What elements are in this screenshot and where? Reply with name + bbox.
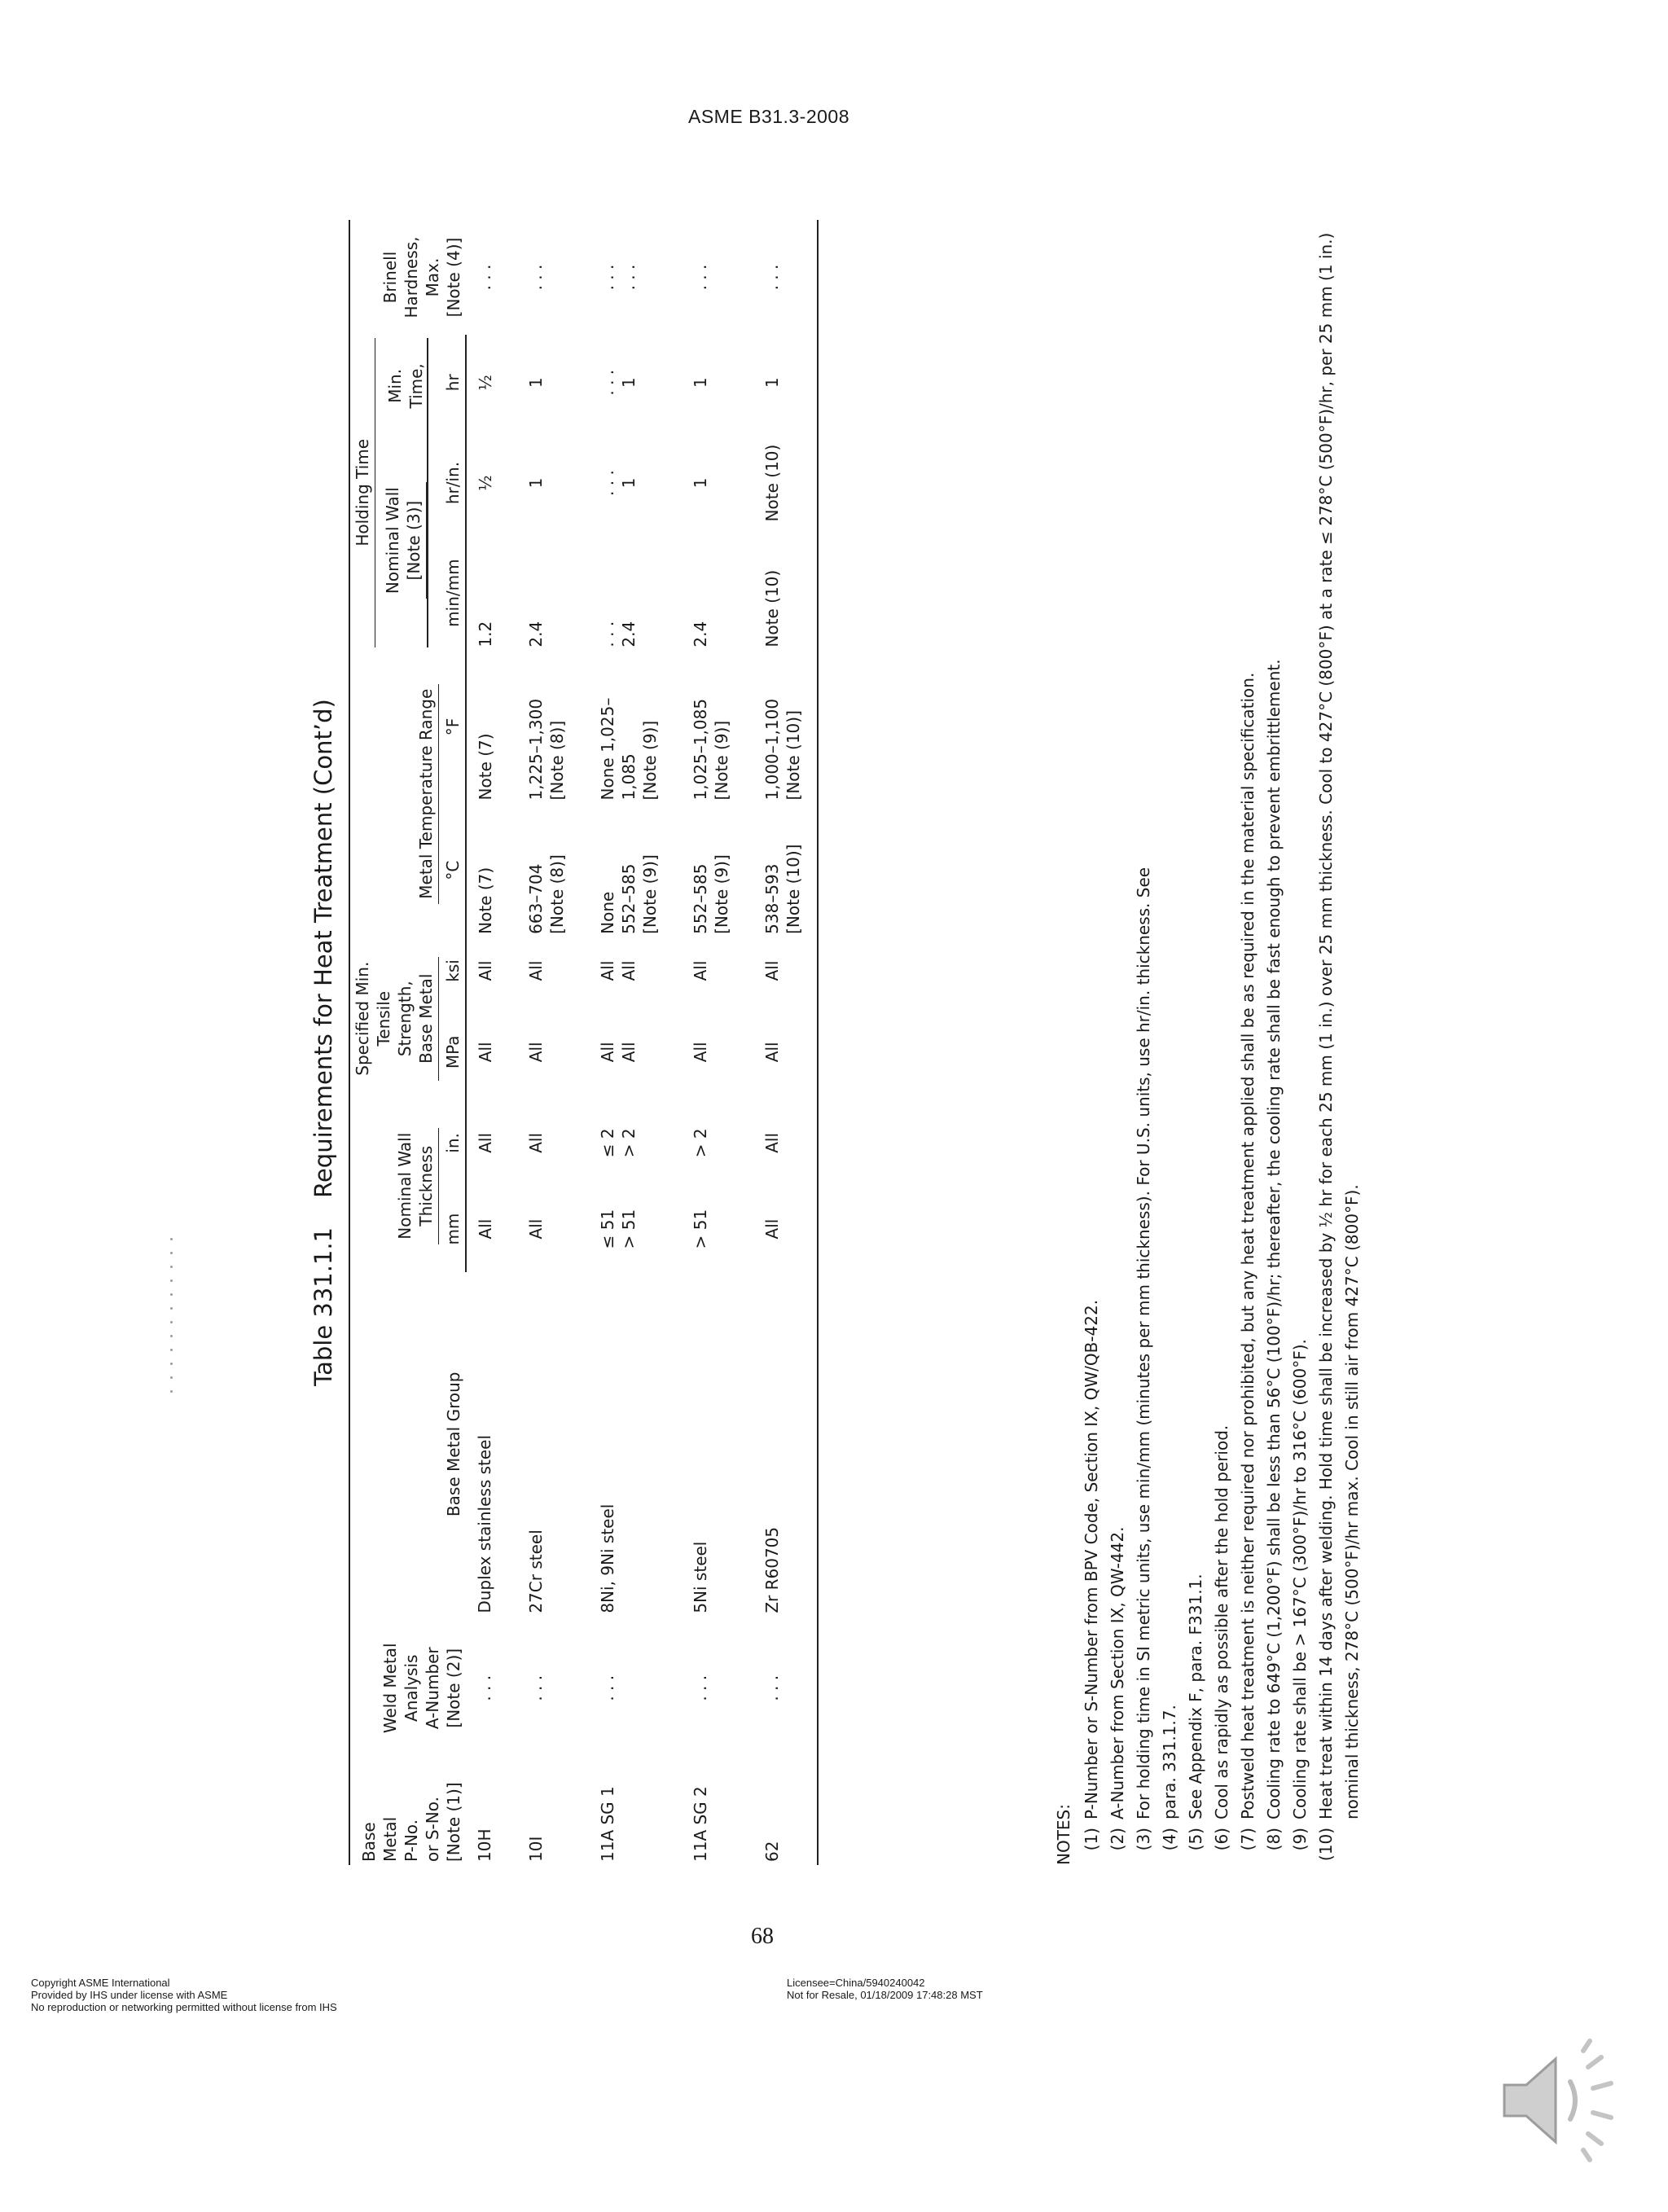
cell-mpa: All (691, 1042, 710, 1063)
cell-min-mm: 1.2 (476, 621, 495, 647)
header-pno: Base Metal P-No. or S-No. [Note (1)] (349, 1760, 466, 1865)
note-number: (6) (1212, 1828, 1231, 1851)
unit-deg-c: °C (441, 803, 466, 937)
table-caption (309, 220, 337, 1865)
cell-in: ≤ 2 > 2 (598, 1128, 639, 1158)
cell-min-time: . . . 1 (598, 369, 639, 396)
cell-weld: . . . (526, 1674, 546, 1701)
cell-min-time: ½ (476, 375, 495, 391)
table-row (682, 220, 753, 1865)
note-item (1313, 220, 1365, 1865)
cell-min-time: 1 (526, 377, 546, 388)
table-body (466, 220, 818, 1865)
cell-mpa: All All (598, 1042, 639, 1063)
note-text: Cool as rapidly as possible after the hold period. (1212, 1424, 1231, 1819)
unit-mm: mm (441, 1186, 466, 1272)
cell-hr-in: ½ (476, 475, 495, 491)
unit-deg-f: °F (441, 651, 466, 804)
note-item (1209, 220, 1235, 1865)
notes-title: NOTES: (1054, 1804, 1073, 1865)
table-row (589, 220, 682, 1865)
unit-min-mm: min/mm (441, 536, 466, 651)
unit-in: in. (441, 1100, 466, 1187)
cell-pno: 11A SG 2 (691, 1786, 710, 1862)
header-holding-time: Holding Time Nominal Wall [Note (3)] Min. Time, (349, 335, 441, 651)
cell-pno: 10I (526, 1836, 546, 1862)
cell-weld: . . . (475, 1674, 494, 1701)
note-item (1078, 220, 1104, 1865)
note-number: (1) (1082, 1828, 1101, 1851)
cell-group: 8Ni, 9Ni steel (598, 1503, 617, 1613)
note-item (1104, 220, 1130, 1865)
cell-in: All (526, 1132, 546, 1153)
cell-pno: 11A SG 1 (598, 1786, 617, 1862)
note-number: (5) (1186, 1828, 1205, 1851)
cell-brinell: . . . (691, 264, 710, 291)
table-row (466, 220, 517, 1865)
rotated-table-page (309, 220, 1362, 1865)
note-text: See Appendix F, para. F331.1. (1186, 1573, 1205, 1819)
cell-deg-f: 1,225–1,300 [Note (8)] (526, 698, 567, 801)
notes-section (1051, 220, 1365, 1865)
cell-deg-f: None 1,025– 1,085 [Note (9)] (598, 697, 660, 801)
note-number: (2) (1108, 1828, 1127, 1851)
cell-min-mm: 2.4 (526, 621, 546, 647)
cell-deg-f: 1,025–1,085 [Note (9)] (691, 698, 731, 801)
cell-mpa: All (753, 1004, 818, 1099)
unit-ksi: ksi (441, 937, 466, 1004)
cell-hr-in: 1 (526, 477, 546, 489)
cell-deg-f: 1,000–1,100 [Note (10)] (753, 651, 818, 804)
table-number: Table 331.1.1 (309, 1227, 337, 1386)
note-text: Cooling rate to 649°C (1,200°F) shall be less than 56°C (100°F)/hr; thereafter, the cooling rate shall be fast enough to prevent embrittlement. (1264, 659, 1284, 1819)
cell-min-mm: Note (10) (753, 536, 818, 651)
header-metal-temp-range: Metal Temperature Range (349, 651, 441, 937)
cell-min-mm: 2.4 (691, 621, 710, 647)
cell-min-time: 1 (691, 377, 710, 388)
note-item (1235, 220, 1261, 1865)
unit-hr: hr (441, 335, 466, 430)
cell-ksi: All All (598, 960, 639, 981)
cell-pno: 62 (753, 1760, 818, 1865)
cell-mpa: All (526, 1042, 546, 1063)
cell-ksi: All (476, 960, 495, 981)
notes-list (1078, 220, 1365, 1865)
note-text: Cooling rate shall be > 167°C (300°F)/hr to 316°C (600°F). (1290, 1339, 1310, 1819)
note-item (1287, 220, 1313, 1865)
footer-copyright: Copyright ASME International Provided by IHS under license with ASME No reproduction or networking permitted without license from IHS (31, 1977, 337, 2013)
cell-hr-in: Note (10) (753, 430, 818, 535)
cell-hr-in: 1 (691, 477, 710, 489)
footer-license: Licensee=China/5940240042 Not for Resale, 01/18/2009 17:48:28 MST (787, 1977, 983, 2001)
table-row (517, 220, 589, 1865)
note-item (1183, 220, 1209, 1865)
cell-deg-c: 552–585 [Note (9)] (691, 854, 731, 934)
cell-group: 5Ni steel (691, 1541, 710, 1613)
header-base-metal-group: Base Metal Group (349, 1272, 466, 1617)
note-item (1261, 220, 1287, 1865)
header-tensile-strength: Specified Min. Tensile Strength, Base Metal (349, 937, 441, 1100)
unit-mpa: MPa (441, 1004, 466, 1099)
note-text: Postweld heat treatment is neither required nor prohibited, but any heat treatment applied shall be as required in the material specification. (1238, 672, 1258, 1819)
header-brinell: Brinell Hardness, Max. [Note (4)] (349, 220, 466, 335)
cell-weld: . . . (753, 1617, 818, 1760)
cell-weld: . . . (598, 1674, 617, 1701)
cell-deg-c: None 552–585 [Note (9)] (598, 854, 660, 934)
cell-pno: 10H (475, 1828, 494, 1862)
standard-reference: ASME B31.3-2008 (688, 106, 850, 127)
cell-ksi: All (691, 960, 710, 981)
note-item (1130, 220, 1157, 1865)
cell-deg-f: Note (7) (476, 733, 495, 801)
cell-ksi: All (526, 960, 546, 981)
header-min-time: Min. (385, 368, 405, 403)
cell-brinell: . . . . . . (598, 264, 639, 291)
note-text: para. 331.1.7. (1160, 1705, 1179, 1819)
speaker-volume-icon[interactable] (1492, 2034, 1622, 2165)
cell-brinell: . . . (475, 264, 494, 291)
note-number: (8) (1264, 1828, 1284, 1851)
note-text: A-Number from Section IX, QW-442. (1108, 1526, 1127, 1819)
note-number: (9) (1290, 1828, 1310, 1851)
cell-group: 27Cr steel (526, 1530, 546, 1613)
cell-brinell: . . . (526, 264, 546, 291)
note-number: (7) (1238, 1828, 1258, 1851)
cell-brinell: . . . (753, 220, 818, 335)
heat-treatment-table (349, 220, 819, 1865)
cell-in: All (476, 1132, 495, 1153)
cell-deg-c: 538–593 [Note (10)] (753, 803, 818, 937)
cell-mm: > 51 (691, 1209, 710, 1249)
note-number: (4) (1160, 1828, 1179, 1851)
header-holding-nominal-wall: Nominal Wall (383, 487, 402, 595)
note-number: (10) (1316, 1828, 1336, 1862)
header-row-1 (349, 220, 441, 1865)
cell-group: Zr R60705 (753, 1272, 818, 1617)
cell-weld: . . . (691, 1674, 710, 1701)
note-text: P-Number or S-Number from BPV Code, Section IX, QW/QB-422. (1082, 1299, 1101, 1819)
cell-mm: All (526, 1218, 546, 1240)
table-row (753, 220, 818, 1865)
note-text: Heat treat within 14 days after welding. Hold time shall be increased by ½ hr for each 25 mm (1 in.) over 25 mm thickness. Cool to 427°C (800°F) at a rate ≤ 278°C (500°F)/hr, per 25 mm (1 in.) nominal thickness, 278°C (500°F)/hr max. Cool in still air from 427°C (800°F). (1316, 232, 1362, 1819)
unit-hr-in: hr/in. (441, 430, 466, 535)
cell-mm: All (753, 1186, 818, 1272)
cell-ksi: All (753, 937, 818, 1004)
cell-mm: All (476, 1218, 495, 1240)
note-item (1157, 220, 1183, 1865)
cell-min-time: 1 (753, 335, 818, 430)
scan-artifact (155, 1238, 187, 1482)
cell-in: All (753, 1100, 818, 1187)
cell-group: Duplex stainless steel (475, 1434, 494, 1613)
cell-hr-in: . . . 1 (598, 470, 639, 496)
page-number: 68 (751, 1924, 774, 1949)
header-nominal-wall-thickness: Nominal Wall Thickness (349, 1100, 441, 1272)
table-title: Requirements for Heat Treatment (Cont’d) (309, 699, 337, 1198)
note-number: (3) (1134, 1828, 1153, 1851)
cell-in: > 2 (691, 1128, 710, 1158)
cell-deg-c: Note (7) (476, 867, 495, 934)
cell-min-mm: . . . 2.4 (598, 621, 639, 647)
cell-mpa: All (476, 1042, 495, 1063)
cell-deg-c: 663–704 [Note (8)] (526, 854, 567, 934)
note-text: For holding time in SI metric units, use min/mm (minutes per mm thickness). For U.S. units, use hr/in. thickness. See (1134, 867, 1153, 1819)
header-weld-metal: Weld Metal Analysis A-Number [Note (2)] (349, 1617, 466, 1760)
cell-mm: ≤ 51 > 51 (598, 1209, 639, 1249)
